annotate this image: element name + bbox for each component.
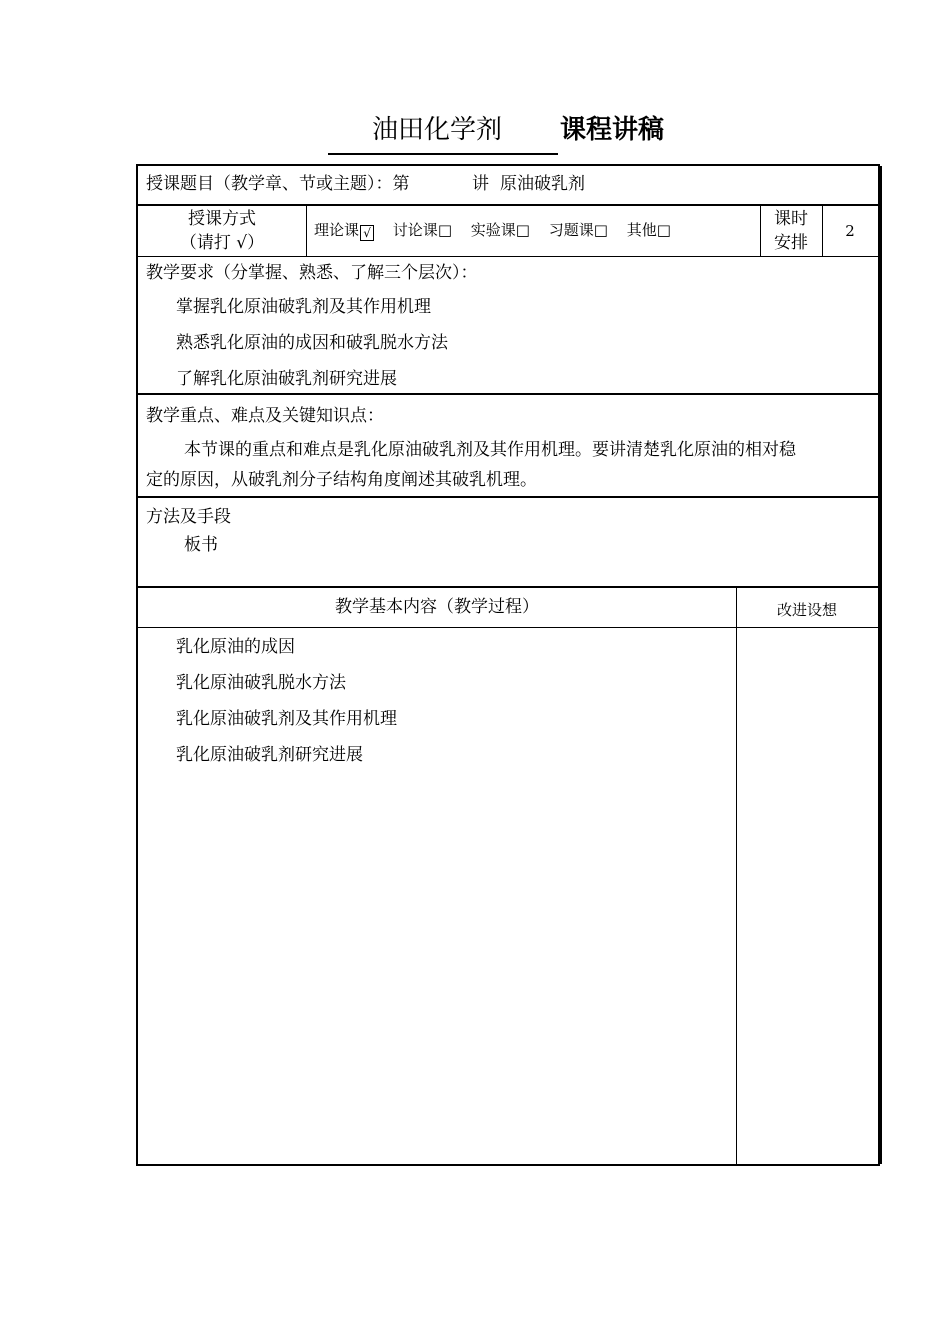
option-theory[interactable] (314, 221, 374, 239)
method-label-cell (138, 206, 306, 256)
option-other[interactable] (627, 221, 671, 239)
topic-value: 原油破乳剂 (500, 174, 585, 194)
option-theory-checkbox[interactable]: √ (360, 225, 374, 241)
document-type: 课程讲稿 (560, 115, 665, 145)
method-label-line1: 授课方式 (188, 209, 256, 229)
option-theory-label: 理论课 (314, 221, 360, 239)
hours-label-line1: 课时 (774, 209, 808, 229)
requirements-heading: 教学要求（分掌握、熟悉、了解三个层次）： (146, 263, 478, 283)
option-discussion-label: 讨论课 (392, 221, 438, 239)
document-title (0, 112, 950, 156)
hours-label-cell (760, 206, 822, 256)
requirement-item: 掌握乳化原油破乳剂及其作用机理 (176, 297, 431, 317)
option-discussion[interactable] (393, 221, 452, 239)
topic-row (138, 166, 878, 206)
column-divider (736, 628, 737, 1166)
key-points-line2: 定的原因，从破乳剂分子结构角度阐述其破乳机理。 (146, 470, 537, 490)
option-exercise-label: 习题课 (548, 221, 594, 239)
key-points-heading: 教学重点、难点及关键知识点： (146, 406, 384, 426)
option-other-label: 其他 (626, 221, 657, 239)
option-other-checkbox[interactable]: □ (656, 221, 671, 239)
course-name-underline (328, 153, 558, 155)
methods-value: 板书 (184, 535, 218, 555)
column-divider (306, 206, 307, 256)
option-exercise-checkbox[interactable]: □ (593, 221, 608, 239)
content-heading: 教学基本内容（教学过程） (335, 597, 539, 617)
method-label-line2: （请打 √） (179, 233, 265, 253)
key-points-row (138, 395, 878, 498)
option-experiment-label: 实验课 (470, 221, 516, 239)
lecture-marker: 讲 (472, 174, 489, 194)
requirements-row (138, 257, 878, 395)
method-options (314, 219, 671, 241)
hours-label-line2: 安排 (774, 233, 808, 253)
course-name: 油田化学剂 (372, 115, 503, 145)
methods-row (138, 498, 878, 588)
option-experiment-checkbox[interactable]: □ (515, 221, 530, 239)
requirement-item: 了解乳化原油破乳剂研究进展 (176, 369, 397, 389)
key-points-line1: 本节课的重点和难点是乳化原油破乳剂及其作用机理。要讲清楚乳化原油的相对稳 (184, 440, 796, 460)
methods-heading: 方法及手段 (146, 507, 231, 527)
content-item: 乳化原油的成因 (176, 637, 295, 657)
topic-label: 授课题目（教学章、节或主题）：第 (146, 174, 410, 194)
improvement-heading: 改进设想 (776, 601, 837, 619)
method-row (138, 206, 878, 257)
content-body-row (138, 628, 878, 1166)
option-exercise[interactable] (549, 221, 608, 239)
content-header-row (138, 588, 878, 628)
lecture-form-table (136, 164, 880, 1166)
option-experiment[interactable] (471, 221, 530, 239)
content-item: 乳化原油破乳剂及其作用机理 (176, 709, 397, 729)
content-item: 乳化原油破乳剂研究进展 (176, 745, 363, 765)
requirement-item: 熟悉乳化原油的成因和破乳脱水方法 (176, 333, 448, 353)
content-item: 乳化原油破乳脱水方法 (176, 673, 346, 693)
option-discussion-checkbox[interactable]: □ (437, 221, 452, 239)
hours-value: 2 (845, 222, 855, 240)
